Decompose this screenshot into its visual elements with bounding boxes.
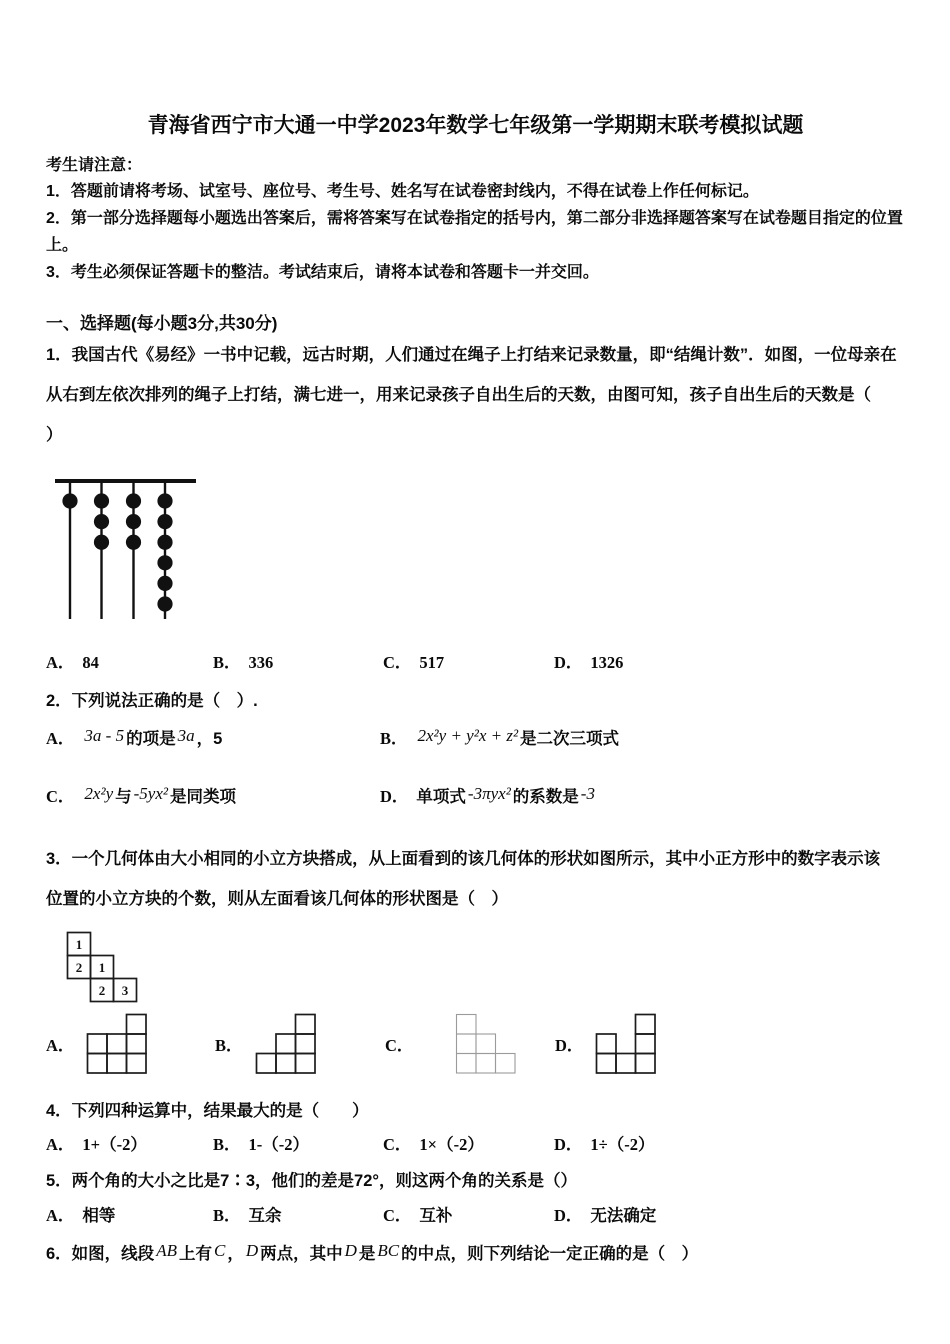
q1-stem-line-2: 从右到左依次排列的绳子上打结，满七进一，用来记录孩子自出生后的天数，由图可知，孩子自出生后的天数是（: [46, 386, 871, 404]
option-value: 517: [419, 653, 445, 672]
text-fragment: 的项是: [126, 730, 176, 748]
q3-option-a-shape-figure: [86, 1013, 148, 1075]
option-value: 互补: [419, 1207, 453, 1225]
q3-options: [46, 1013, 905, 1075]
q4-option-d: [554, 1134, 905, 1156]
option-label: A．: [46, 1206, 75, 1225]
option-label: C．: [383, 1135, 412, 1154]
text-fragment: 是二次三项式: [520, 730, 620, 748]
question-4: [46, 1101, 905, 1156]
option-content: [416, 780, 597, 814]
option-label: D．: [555, 1036, 584, 1055]
math-fragment: BC: [377, 1241, 400, 1260]
svg-text:1: 1: [98, 960, 106, 975]
math-fragment: -3πyx²: [467, 784, 511, 803]
q4-option-a: [46, 1134, 213, 1156]
section-1-heading: 一、选择题(每小题3分,共30分): [46, 314, 278, 333]
math-fragment: 3a: [177, 726, 195, 745]
option-label: B．: [213, 1135, 241, 1154]
option-content: [82, 780, 236, 814]
q5-option-b: [213, 1205, 383, 1227]
option-label: B．: [215, 1036, 243, 1055]
q4-option-b: [213, 1134, 383, 1156]
q2-option-d: [380, 780, 905, 814]
q5-options: [46, 1205, 905, 1227]
q5-option-d: [554, 1205, 905, 1227]
q1-stem-line-3: ）: [46, 426, 63, 444]
q1-option-a: [46, 652, 213, 674]
question-1: [46, 335, 905, 674]
svg-text:1: 1: [75, 937, 83, 952]
math-fragment: 2x²y: [84, 784, 114, 803]
q5-option-c: [383, 1205, 554, 1227]
notice-item-3: 3．考生必须保证答题卡的整洁。考试结束后，请将本试卷和答题卡一并交回。: [46, 264, 599, 281]
option-label: B．: [380, 729, 408, 748]
q2-options: [46, 722, 905, 814]
q5-option-a: [46, 1205, 213, 1227]
q3-option-b-shape-figure: [255, 1013, 317, 1075]
option-label: D．: [380, 787, 409, 806]
text-fragment: ，5: [196, 730, 223, 748]
q4-options: [46, 1134, 905, 1156]
math-fragment: 2x²y + y²x + z²: [417, 726, 519, 745]
option-content: [416, 722, 620, 756]
math-fragment: AB: [156, 1241, 177, 1260]
q3-stem-line-2: 位置的小立方块的个数，则从左面看该几何体的形状图是（ ）: [46, 890, 508, 908]
option-label: A．: [46, 729, 75, 748]
svg-text:2: 2: [98, 983, 106, 998]
option-label: D．: [554, 1206, 583, 1225]
option-label: A．: [46, 653, 75, 672]
q1-rope-knots-figure: [54, 475, 905, 625]
q1-option-b: [213, 652, 383, 674]
q1-stem-line-1: 1．我国古代《易经》一书中记载，远古时期，人们通过在绳子上打结来记录数量，即“结绳计数”．如图，一位母亲在: [46, 346, 897, 364]
question-5: [46, 1171, 905, 1227]
q1-options: [46, 652, 905, 674]
text-fragment: 单项式: [416, 788, 466, 806]
option-value: 336: [248, 653, 274, 672]
math-fragment: D: [245, 1241, 259, 1260]
option-label: D．: [554, 1135, 583, 1154]
text-fragment: 是: [358, 1245, 376, 1263]
text-fragment: 6．如图，线段: [46, 1245, 155, 1263]
q6-stem: [46, 1243, 905, 1265]
text-fragment: 是同类项: [169, 788, 236, 806]
text-fragment: 与: [115, 788, 132, 806]
q2-option-b: [380, 722, 905, 756]
option-value: 无法确定: [590, 1207, 657, 1225]
q3-option-b: [215, 1013, 385, 1075]
option-value: 1326: [590, 653, 624, 672]
q3-top-view-figure: [66, 931, 905, 1003]
math-fragment: D: [344, 1241, 357, 1260]
option-value: 1+（-2）: [82, 1135, 147, 1154]
notice-heading: 考生请注意：: [46, 157, 143, 174]
option-label: C．: [385, 1036, 414, 1055]
option-label: A．: [46, 1036, 75, 1055]
option-value: 相等: [82, 1207, 116, 1225]
math-fragment: -3: [580, 784, 595, 803]
option-label: B．: [213, 653, 241, 672]
svg-text:3: 3: [121, 983, 129, 998]
q2-option-c: [46, 780, 380, 814]
option-value: 互余: [248, 1207, 282, 1225]
q3-option-c: [385, 1013, 555, 1075]
exam-title: 青海省西宁市大通一中学2023年数学七年级第一学期期末联考模拟试题: [147, 114, 804, 137]
text-fragment: 的中点，则下列结论一定正确的是（ ）: [401, 1245, 699, 1263]
question-2: [46, 691, 905, 814]
text-fragment: 上有: [178, 1245, 212, 1263]
option-value: 84: [82, 653, 99, 672]
notice-item-1: 1．答题前请将考场、试室号、座位号、考生号、姓名写在试卷密封线内，不得在试卷上作任何标记。: [46, 183, 759, 200]
option-content: [82, 722, 222, 756]
option-label: C．: [46, 787, 75, 806]
q4-stem: 4．下列四种运算中，结果最大的是（ ）: [46, 1102, 369, 1120]
option-value: 1-（-2）: [248, 1135, 310, 1154]
text-fragment: 两点，其中: [260, 1245, 343, 1263]
math-fragment: C: [213, 1241, 226, 1260]
q2-option-a: [46, 722, 380, 756]
text-fragment: 的系数是: [512, 788, 579, 806]
option-label: A．: [46, 1135, 75, 1154]
option-label: D．: [554, 653, 583, 672]
q4-option-c: [383, 1134, 554, 1156]
option-label: C．: [383, 1206, 412, 1225]
text-fragment: ，: [227, 1245, 244, 1263]
q3-option-c-shape-figure: [455, 1013, 517, 1075]
option-label: C．: [383, 653, 412, 672]
q1-option-c: [383, 652, 554, 674]
q2-stem: 2．下列说法正确的是（ ）.: [46, 692, 258, 710]
option-value: 1×（-2）: [419, 1135, 484, 1154]
question-3: [46, 839, 905, 1075]
q3-stem-line-1: 3．一个几何体由大小相同的小立方块搭成，从上面看到的该几何体的形状如图所示，其中小正方形中的数字表示该: [46, 850, 881, 868]
option-value: 1÷（-2）: [590, 1135, 655, 1154]
math-fragment: 3a - 5: [84, 726, 125, 745]
q3-option-a: [46, 1013, 215, 1075]
math-fragment: -5yx²: [133, 784, 168, 803]
q5-stem: 5．两个角的大小之比是7∶3，他们的差是72°，则这两个角的关系是（）: [46, 1172, 577, 1190]
notice-item-2: 2．第一部分选择题每小题选出答案后，需将答案写在试卷指定的括号内，第二部分非选择题答案写在试卷题目指定的位置上。: [46, 210, 903, 254]
option-label: B．: [213, 1206, 241, 1225]
svg-text:2: 2: [75, 960, 83, 975]
q3-option-d: [555, 1013, 657, 1075]
q1-option-d: [554, 652, 905, 674]
q3-option-d-shape-figure: [595, 1013, 657, 1075]
